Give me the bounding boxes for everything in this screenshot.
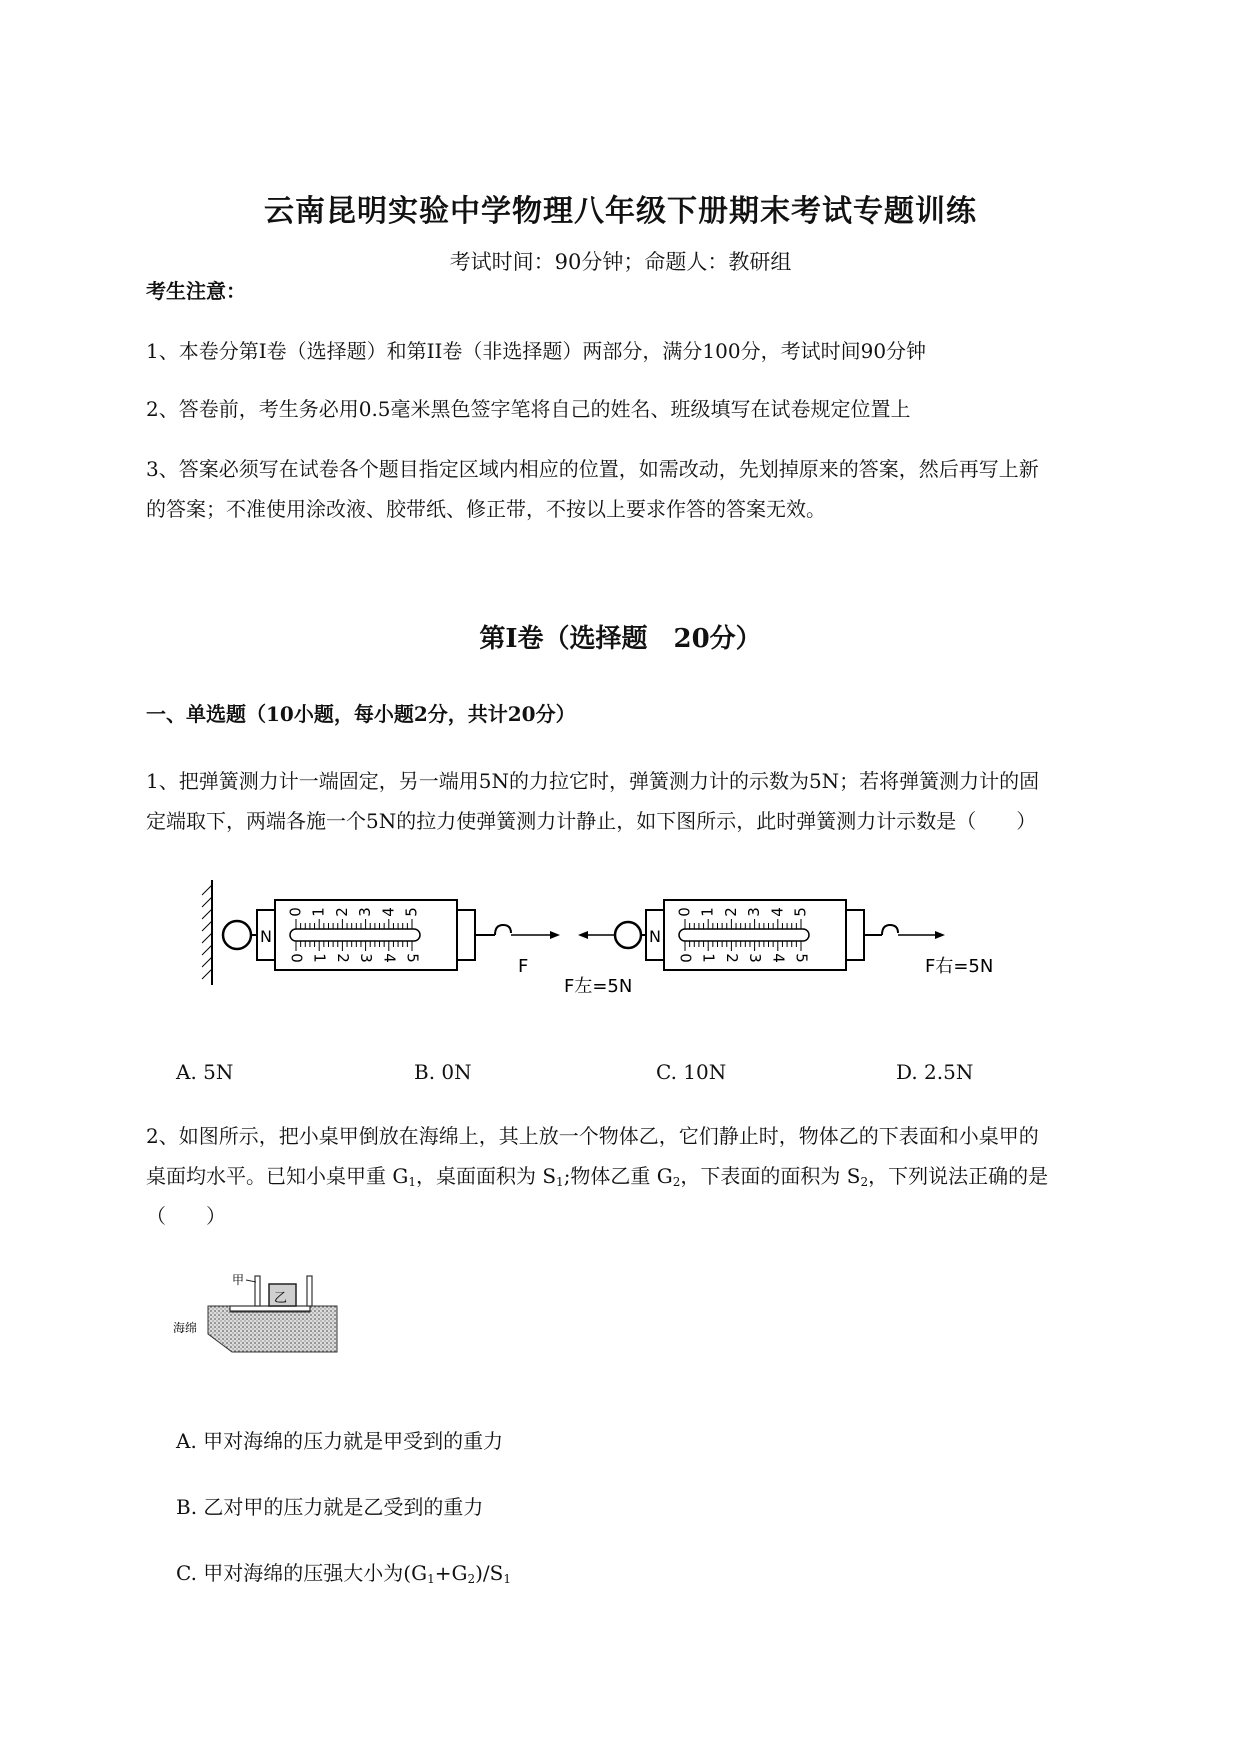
scale2-scale-label: 5 [791,907,810,917]
exam-info: 考试时间：90分钟；命题人：教研组 [449,250,792,274]
scale2-scale-label: 3 [745,907,764,917]
force-right-label: F右=5N [925,956,994,977]
notice-item-3-cont: 的答案；不准使用涂改液、胶带纸、修正带，不按以上要求作答的答案无效。 [146,497,826,521]
scale1-scale-label: 5 [402,907,421,917]
q2c-sub-2: 2 [467,1572,476,1586]
section-title: 第I卷（选择题 20分） [479,624,762,654]
scale2-scale-label: 4 [768,907,787,917]
scale2-scale-label: 2 [722,953,741,963]
scale2-scale-label: 0 [676,953,695,963]
q2-text-g2: ;物体乙重 G [563,1164,673,1188]
scale2-scale-label: 2 [721,907,740,917]
q2-text-s2: ，下表面的面积为 S [680,1164,861,1188]
scale2-scale-label: 0 [675,907,694,917]
scale2-scale-label: 3 [746,953,765,963]
q1-option-a[interactable]: A. 5N [176,1060,234,1084]
scale1-scale-label: 0 [286,907,305,917]
q2-sub-2: 1 [556,1175,564,1189]
label-jia: 甲 [232,1273,245,1287]
scale1-scale-label: 3 [357,953,376,963]
question-1-line-2: 定端取下，两端各施一个5N的拉力使弹簧测力计静止，如下图所示，此时弹簧测力计示数是（ ） [146,809,1037,833]
spring-scale-figure [200,870,1020,1010]
force-f-label: F [518,956,529,977]
scale1-scale-label: 4 [380,953,399,963]
part-heading: 一、单选题（10小题，每小题2分，共计20分） [146,702,576,726]
scale1-scale-label: 1 [309,907,328,917]
scale1-scale-label: 1 [310,953,329,963]
q2c-sub-3: 1 [503,1572,511,1586]
scale2-scale-label: 1 [699,953,718,963]
q2-sub-3: 2 [672,1175,681,1189]
page-title: 云南昆明实验中学物理八年级下册期末考试专题训练 [264,194,977,229]
q2-sub-4: 2 [860,1175,869,1189]
q2c-text-2: +G [434,1561,468,1585]
q2c-text-3: )/S [475,1561,504,1585]
scale1-scale-label: 3 [356,907,375,917]
notice-heading: 考生注意： [146,279,246,303]
spring-scale-2 [564,900,993,997]
q1-option-d[interactable]: D. 2.5N [896,1060,974,1084]
q2-text-end: ，下列说法正确的是 [868,1164,1049,1188]
unit-label-2: N [649,927,661,946]
q2-sub-1: 1 [408,1175,416,1189]
question-1-line-1: 1、把弹簧测力计一端固定，另一端用5N的力拉它时，弹簧测力计的示数为5N；若将弹簧测力计的固 [146,769,1040,793]
notice-item-3: 3、答案必须写在试卷各个题目指定区域内相应的位置，如需改动，先划掉原来的答案，然后再写上新 [146,457,1039,481]
scale1-scale-label: 4 [379,907,398,917]
notice-item-1: 1、本卷分第I卷（选择题）和第II卷（非选择题）两部分，满分100分，考试时间90分钟 [146,339,927,363]
q2-text-g1: 桌面均水平。已知小桌甲重 G [146,1164,409,1188]
q2c-text-1: C. 甲对海绵的压强大小为(G [176,1561,428,1585]
notice-item-2: 2、答卷前，考生务必用0.5毫米黑色签字笔将自己的姓名、班级填写在试卷规定位置上 [146,397,911,421]
question-2-line-3: （ ） [146,1204,226,1228]
scale2-scale-label: 5 [792,953,811,963]
q2-option-a[interactable]: A. 甲对海绵的压力就是甲受到的重力 [176,1429,504,1453]
scale1-scale-label: 5 [403,953,422,963]
label-yi: 乙 [274,1291,288,1306]
q2c-sub-1: 1 [427,1572,435,1586]
spring-scale-1 [223,900,560,977]
unit-label-1: N [260,927,272,946]
sponge [208,1306,337,1352]
question-2-line-1: 2、如图所示，把小桌甲倒放在海绵上，其上放一个物体乙，它们静止时，物体乙的下表面和小桌甲的 [146,1124,1039,1148]
force-left-label: F左=5N [564,976,633,997]
q2-option-c[interactable] [176,1557,511,1586]
q2-option-b[interactable]: B. 乙对甲的压力就是乙受到的重力 [176,1495,484,1519]
scale1-scale-label: 2 [333,953,352,963]
sponge-table-figure [170,1270,360,1360]
label-sponge: 海绵 [173,1321,198,1335]
scale1-scale-label: 2 [332,907,351,917]
scale2-scale-label: 4 [769,953,788,963]
scale1-scale-label: 0 [287,953,306,963]
q1-option-b[interactable]: B. 0N [414,1060,472,1084]
wall-hatch [202,880,212,985]
q1-option-c[interactable]: C. 10N [656,1060,727,1084]
scale2-scale-label: 1 [698,907,717,917]
q2-text-s1: ，桌面面积为 S [415,1164,557,1188]
